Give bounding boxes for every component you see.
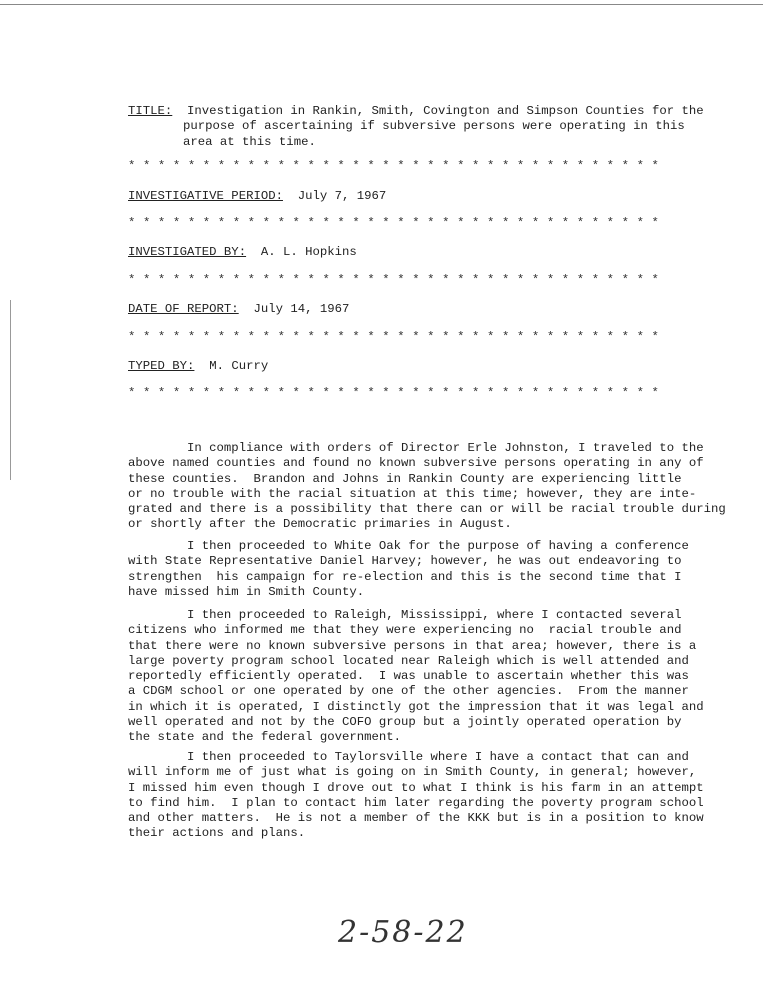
paragraph-line: I then proceeded to White Oak for the purpose of having a conference	[128, 539, 689, 553]
paragraph-line: grated and there is a possibility that there can or will be racial trouble during	[128, 502, 726, 517]
field-value: July 14, 1967	[253, 302, 350, 316]
paragraph-line: reportedly efficiently operated. I was unable to ascertain whether this was	[128, 669, 689, 684]
paragraph-line: and other matters. He is not a member of the KKK but is in a position to know	[128, 811, 704, 826]
paragraph-line: a CDGM school or one operated by one of the other agencies. From the manner	[128, 684, 689, 699]
paragraph-line: the state and the federal government.	[128, 730, 402, 745]
scan-margin-mark	[10, 300, 11, 480]
title-line: area at this time.	[183, 134, 316, 149]
paragraph-line: large poverty program school located near Raleigh which is well attended and	[128, 653, 689, 668]
title-label: TITLE:	[128, 104, 173, 118]
separator: * * * * * * * * * * * * * * * * * * * * * * * * * * * * * * * * * * * *	[128, 273, 660, 287]
paragraph-line: that there were no known subversive persons in that area; however, there is a	[128, 638, 697, 653]
paragraph-1	[128, 441, 726, 533]
title-line: Investigation in Rankin, Smith, Covington and Simpson Counties for the	[187, 104, 704, 118]
field-label: INVESTIGATIVE PERIOD:	[128, 189, 283, 203]
paragraph-line: citizens who informed me that they were experiencing no racial trouble and	[128, 623, 682, 638]
separator: * * * * * * * * * * * * * * * * * * * * * * * * * * * * * * * * * * * *	[128, 386, 660, 400]
paragraph-line: I then proceeded to Taylorsville where I have a contact that can and	[128, 750, 689, 764]
field-value: A. L. Hopkins	[260, 245, 357, 259]
paragraph-line: strengthen his campaign for re-election and this is the second time that I	[128, 569, 682, 584]
handwritten-document-number: 2-58-22	[338, 915, 468, 950]
scan-edge-line	[0, 4, 763, 5]
paragraph-line: with State Representative Daniel Harvey; however, he was out endeavoring to	[128, 554, 682, 569]
title-block	[128, 104, 704, 150]
paragraph-line: have missed him in Smith County.	[128, 584, 365, 599]
field-value: M. Curry	[209, 359, 269, 373]
separator: * * * * * * * * * * * * * * * * * * * * * * * * * * * * * * * * * * * *	[128, 216, 660, 230]
field-label: DATE OF REPORT:	[128, 302, 239, 316]
paragraph-line: above named counties and found no known subversive persons operating in any of	[128, 456, 704, 471]
paragraph-line: their actions and plans.	[128, 826, 306, 841]
field-investigated-by	[128, 245, 357, 260]
paragraph-line: In compliance with orders of Director Erle Johnston, I traveled to the	[128, 441, 704, 455]
paragraph-line: will inform me of just what is going on in Smith County, in general; however,	[128, 765, 697, 780]
paragraph-line: or shortly after the Democratic primaries in August.	[128, 517, 512, 532]
field-date-of-report	[128, 302, 349, 317]
paragraph-3	[128, 608, 704, 746]
paragraph-line: well operated and not by the COFO group but a jointly operated operation by	[128, 715, 682, 730]
separator: * * * * * * * * * * * * * * * * * * * * * * * * * * * * * * * * * * * *	[128, 330, 660, 344]
field-label: TYPED BY:	[128, 359, 195, 373]
paragraph-2	[128, 539, 689, 600]
title-line: purpose of ascertaining if subversive persons were operating in this	[183, 119, 685, 134]
paragraph-line: in which it is operated, I distinctly got the impression that it was legal and	[128, 699, 704, 714]
field-typed-by	[128, 359, 268, 374]
field-label: INVESTIGATED BY:	[128, 245, 247, 259]
paragraph-line: I then proceeded to Raleigh, Mississippi, where I contacted several	[128, 608, 682, 622]
separator: * * * * * * * * * * * * * * * * * * * * * * * * * * * * * * * * * * * *	[128, 159, 660, 173]
paragraph-line: or no trouble with the racial situation at this time; however, they are inte-	[128, 486, 697, 501]
paragraph-line: these counties. Brandon and Johns in Rankin County are experiencing little	[128, 471, 682, 486]
field-value: July 7, 1967	[297, 189, 387, 203]
paragraph-line: I missed him even though I drove out to what I think is his farm in an attempt	[128, 780, 704, 795]
paragraph-4	[128, 750, 704, 842]
paragraph-line: to find him. I plan to contact him later regarding the poverty program school	[128, 795, 704, 810]
field-investigative-period	[128, 189, 386, 204]
